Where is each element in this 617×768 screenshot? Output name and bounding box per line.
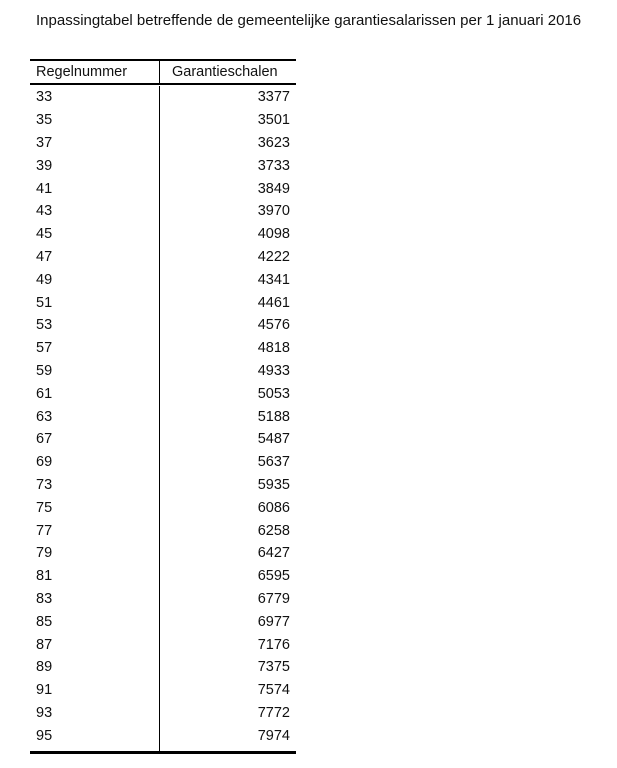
garantieschaal-cell: 6977 <box>257 613 290 630</box>
regelnummer-cell: 79 <box>30 542 160 565</box>
table-row <box>30 132 296 155</box>
table-column-divider-end <box>30 747 296 751</box>
garantieschaal-cell: 6258 <box>257 522 290 539</box>
garantieschaal-cell: 4576 <box>257 317 290 334</box>
table-row <box>30 724 296 747</box>
table-row <box>30 588 296 611</box>
regelnummer-cell: 33 <box>30 86 160 109</box>
regelnummer-cell: 47 <box>30 246 160 269</box>
garantieschaal-cell: 7772 <box>257 704 290 721</box>
regelnummer-cell: 87 <box>30 633 160 656</box>
garantieschaal-cell: 4222 <box>257 248 290 265</box>
regelnummer-cell: 91 <box>30 679 160 702</box>
regelnummer-cell: 89 <box>30 656 160 679</box>
garantieschaal-cell: 7974 <box>257 727 290 744</box>
garantieschaal-cell: 3623 <box>257 134 290 151</box>
regelnummer-cell: 59 <box>30 360 160 383</box>
regelnummer-cell: 67 <box>30 428 160 451</box>
table-bottom-rule <box>30 751 296 754</box>
table-row <box>30 382 296 405</box>
regelnummer-cell: 51 <box>30 291 160 314</box>
regelnummer-cell: 35 <box>30 109 160 132</box>
table-row <box>30 337 296 360</box>
garantieschaal-cell: 5935 <box>257 476 290 493</box>
garantieschaal-cell: 4341 <box>257 271 290 288</box>
table-row <box>30 496 296 519</box>
regelnummer-cell: 77 <box>30 519 160 542</box>
garantieschaal-cell: 6779 <box>257 590 290 607</box>
garantieschaal-cell: 3970 <box>257 203 290 220</box>
regelnummer-cell: 61 <box>30 382 160 405</box>
table-row <box>30 268 296 291</box>
regelnummer-cell: 49 <box>30 268 160 291</box>
table-header-row <box>30 61 296 83</box>
garantieschaal-cell: 3377 <box>257 89 290 106</box>
regelnummer-cell: 45 <box>30 223 160 246</box>
table-row <box>30 656 296 679</box>
garantieschaal-cell: 7176 <box>257 636 290 653</box>
table-row <box>30 154 296 177</box>
garantieschaal-cell: 4933 <box>257 362 290 379</box>
table-row <box>30 360 296 383</box>
header-garantieschalen: Garantieschalen <box>172 64 278 80</box>
regelnummer-cell: 83 <box>30 588 160 611</box>
table-row <box>30 428 296 451</box>
garantieschaal-cell: 5188 <box>257 408 290 425</box>
garantieschaal-cell: 5487 <box>257 431 290 448</box>
garantieschaal-cell: 3733 <box>257 157 290 174</box>
regelnummer-cell: 43 <box>30 200 160 223</box>
regelnummer-cell: 95 <box>30 724 160 747</box>
table-row <box>30 542 296 565</box>
regelnummer-cell: 69 <box>30 451 160 474</box>
table-row <box>30 177 296 200</box>
regelnummer-cell: 37 <box>30 132 160 155</box>
table-row <box>30 109 296 132</box>
table-row <box>30 565 296 588</box>
regelnummer-cell: 81 <box>30 565 160 588</box>
table-row <box>30 610 296 633</box>
regelnummer-cell: 75 <box>30 496 160 519</box>
table-row <box>30 702 296 725</box>
table-row <box>30 633 296 656</box>
table-row <box>30 246 296 269</box>
salary-table <box>30 59 296 754</box>
regelnummer-cell: 57 <box>30 337 160 360</box>
garantieschaal-cell: 7574 <box>257 682 290 699</box>
header-regelnummer: Regelnummer <box>30 61 160 83</box>
garantieschaal-cell: 5053 <box>257 385 290 402</box>
garantieschaal-cell: 3849 <box>257 180 290 197</box>
garantieschaal-cell: 6595 <box>257 568 290 585</box>
table-body <box>30 85 296 747</box>
regelnummer-cell: 63 <box>30 405 160 428</box>
table-row <box>30 451 296 474</box>
regelnummer-cell: 39 <box>30 154 160 177</box>
table-row <box>30 519 296 542</box>
garantieschaal-cell: 4818 <box>257 340 290 357</box>
regelnummer-cell: 93 <box>30 702 160 725</box>
regelnummer-cell: 73 <box>30 474 160 497</box>
garantieschaal-cell: 5637 <box>257 454 290 471</box>
document-title: Inpassingtabel betreffende de gemeentelijke garantiesalarissen per 1 januari 2016 <box>36 12 582 29</box>
garantieschaal-cell: 6427 <box>257 545 290 562</box>
table-row <box>30 86 296 109</box>
table-row <box>30 291 296 314</box>
table-row <box>30 474 296 497</box>
garantieschaal-cell: 3501 <box>257 112 290 129</box>
garantieschaal-cell: 6086 <box>257 499 290 516</box>
table-row <box>30 679 296 702</box>
garantieschaal-cell: 4461 <box>257 294 290 311</box>
regelnummer-cell: 53 <box>30 314 160 337</box>
regelnummer-cell: 85 <box>30 610 160 633</box>
garantieschaal-cell: 4098 <box>257 226 290 243</box>
table-row <box>30 405 296 428</box>
garantieschaal-cell: 7375 <box>257 659 290 676</box>
table-row <box>30 200 296 223</box>
table-row <box>30 314 296 337</box>
table-row <box>30 223 296 246</box>
regelnummer-cell: 41 <box>30 177 160 200</box>
